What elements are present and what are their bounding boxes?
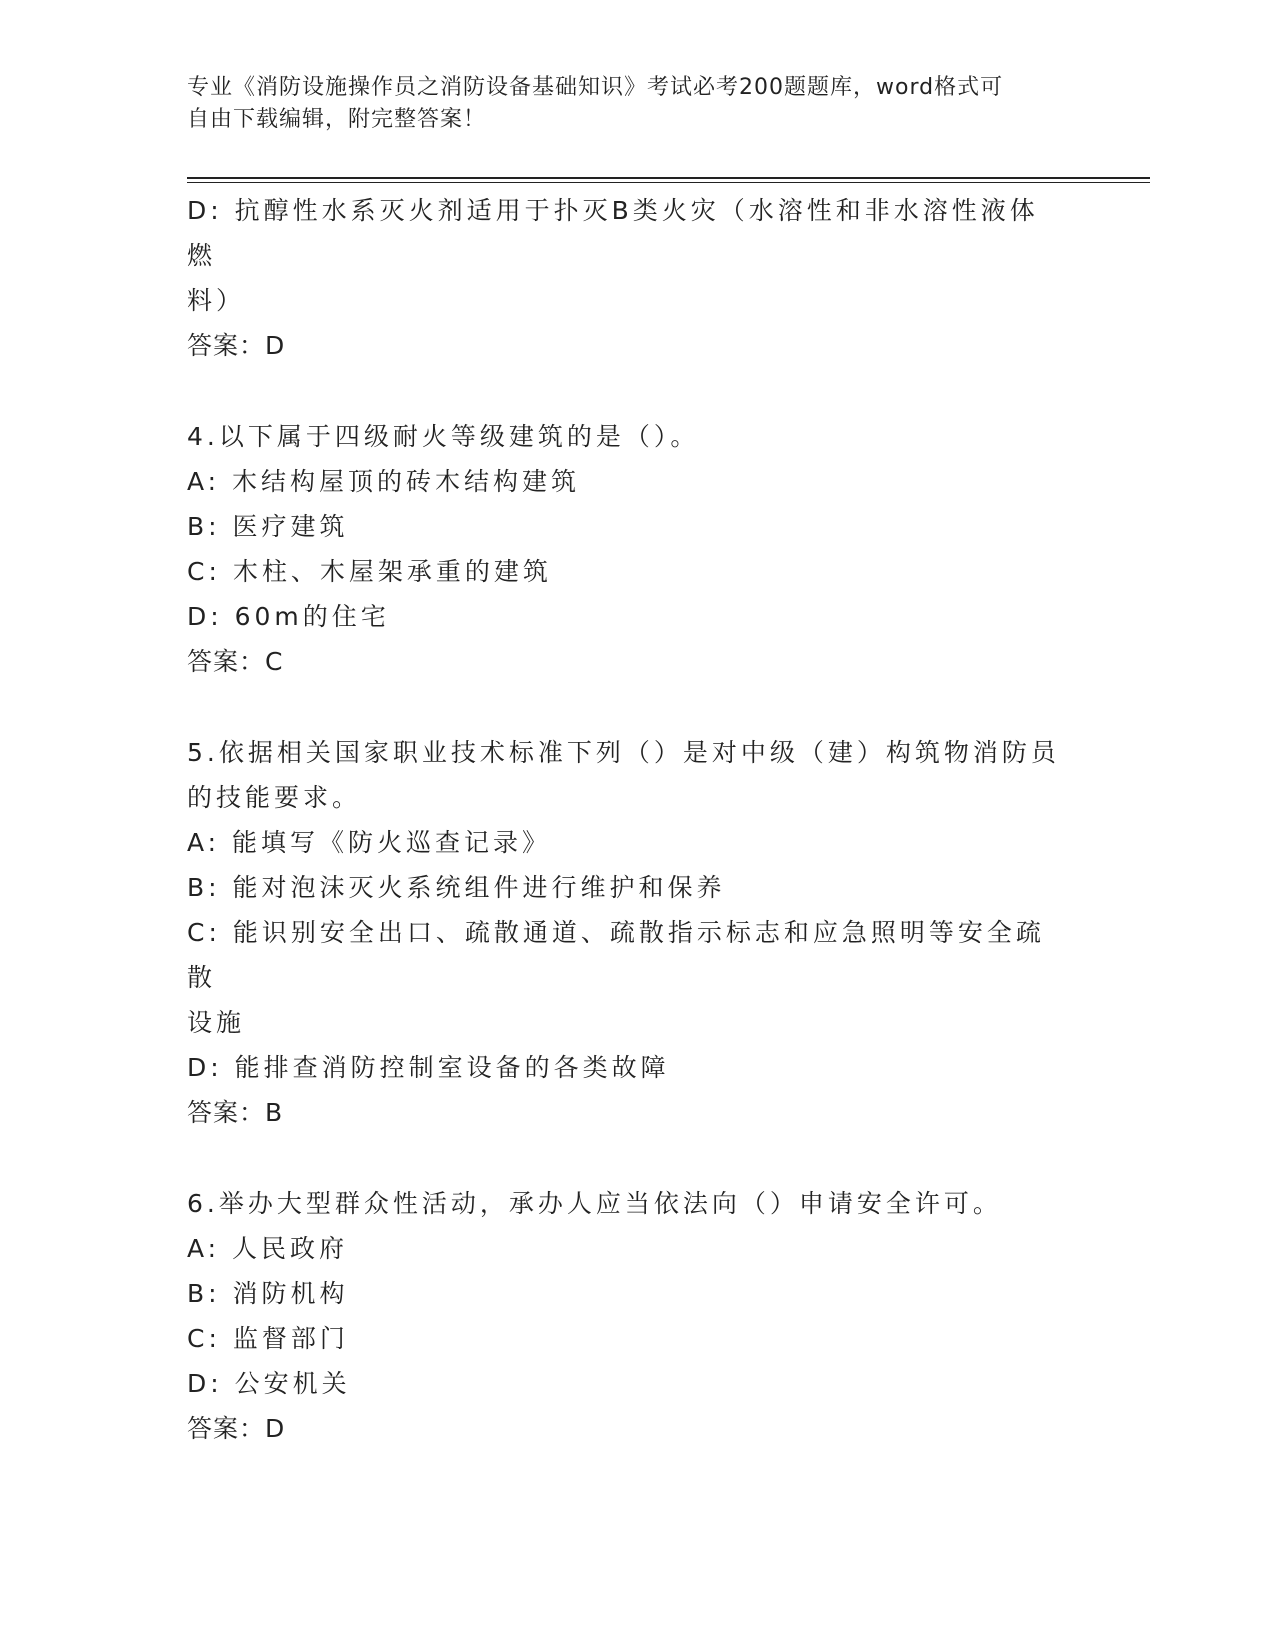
question-list — [187, 188, 1067, 1451]
option-d-line-2: 料） — [187, 286, 246, 315]
question-text: 6.举办大型群众性活动，承办人应当依法向（）申请安全许可。 — [187, 1189, 1002, 1218]
option-b: B: 医疗建筑 — [187, 512, 349, 541]
question-3-tail — [187, 188, 1067, 368]
option-c-line-2: 设施 — [187, 1008, 246, 1037]
question-text: 4.以下属于四级耐火等级建筑的是（）。 — [187, 422, 700, 451]
option-c: C: 监督部门 — [187, 1324, 349, 1353]
spacer — [187, 368, 1067, 414]
spacer — [187, 1135, 1067, 1181]
option-a: A: 人民政府 — [187, 1234, 349, 1263]
question-text-line-2: 的技能要求。 — [187, 783, 362, 812]
answer: 答案：B — [187, 1098, 284, 1127]
spacer — [187, 684, 1067, 730]
option-b: B: 能对泡沫灭火系统组件进行维护和保养 — [187, 873, 726, 902]
option-c-line-1: C: 能识别安全出口、疏散通道、疏散指示标志和应急照明等安全疏散 — [187, 918, 1045, 992]
option-d: D: 60m的住宅 — [187, 602, 390, 631]
question-6 — [187, 1181, 1067, 1451]
answer: 答案：C — [187, 647, 284, 676]
header-divider-thin — [187, 182, 1150, 183]
question-4 — [187, 414, 1067, 684]
option-b: B: 消防机构 — [187, 1279, 349, 1308]
header-title-line-2: 自由下载编辑，附完整答案！ — [187, 107, 487, 132]
question-text-line-1: 5.依据相关国家职业技术标准下列（）是对中级（建）构筑物消防员 — [187, 738, 1060, 767]
option-c: C: 木柱、木屋架承重的建筑 — [187, 557, 552, 586]
option-d: D: 公安机关 — [187, 1369, 351, 1398]
option-a: A: 能填写《防火巡查记录》 — [187, 828, 552, 857]
header-divider-thick — [187, 177, 1150, 179]
answer: 答案：D — [187, 1414, 286, 1443]
document-header — [187, 72, 1067, 136]
option-d-line-1: D: 抗醇性水系灭火剂适用于扑灭B类火灾（水溶性和非水溶性液体燃 — [187, 196, 1039, 270]
option-d: D: 能排查消防控制室设备的各类故障 — [187, 1053, 670, 1082]
answer: 答案：D — [187, 331, 286, 360]
header-title-line-1: 专业《消防设施操作员之消防设备基础知识》考试必考200题题库，word格式可 — [187, 75, 1004, 100]
option-a: A: 木结构屋顶的砖木结构建筑 — [187, 467, 581, 496]
question-5 — [187, 730, 1067, 1135]
